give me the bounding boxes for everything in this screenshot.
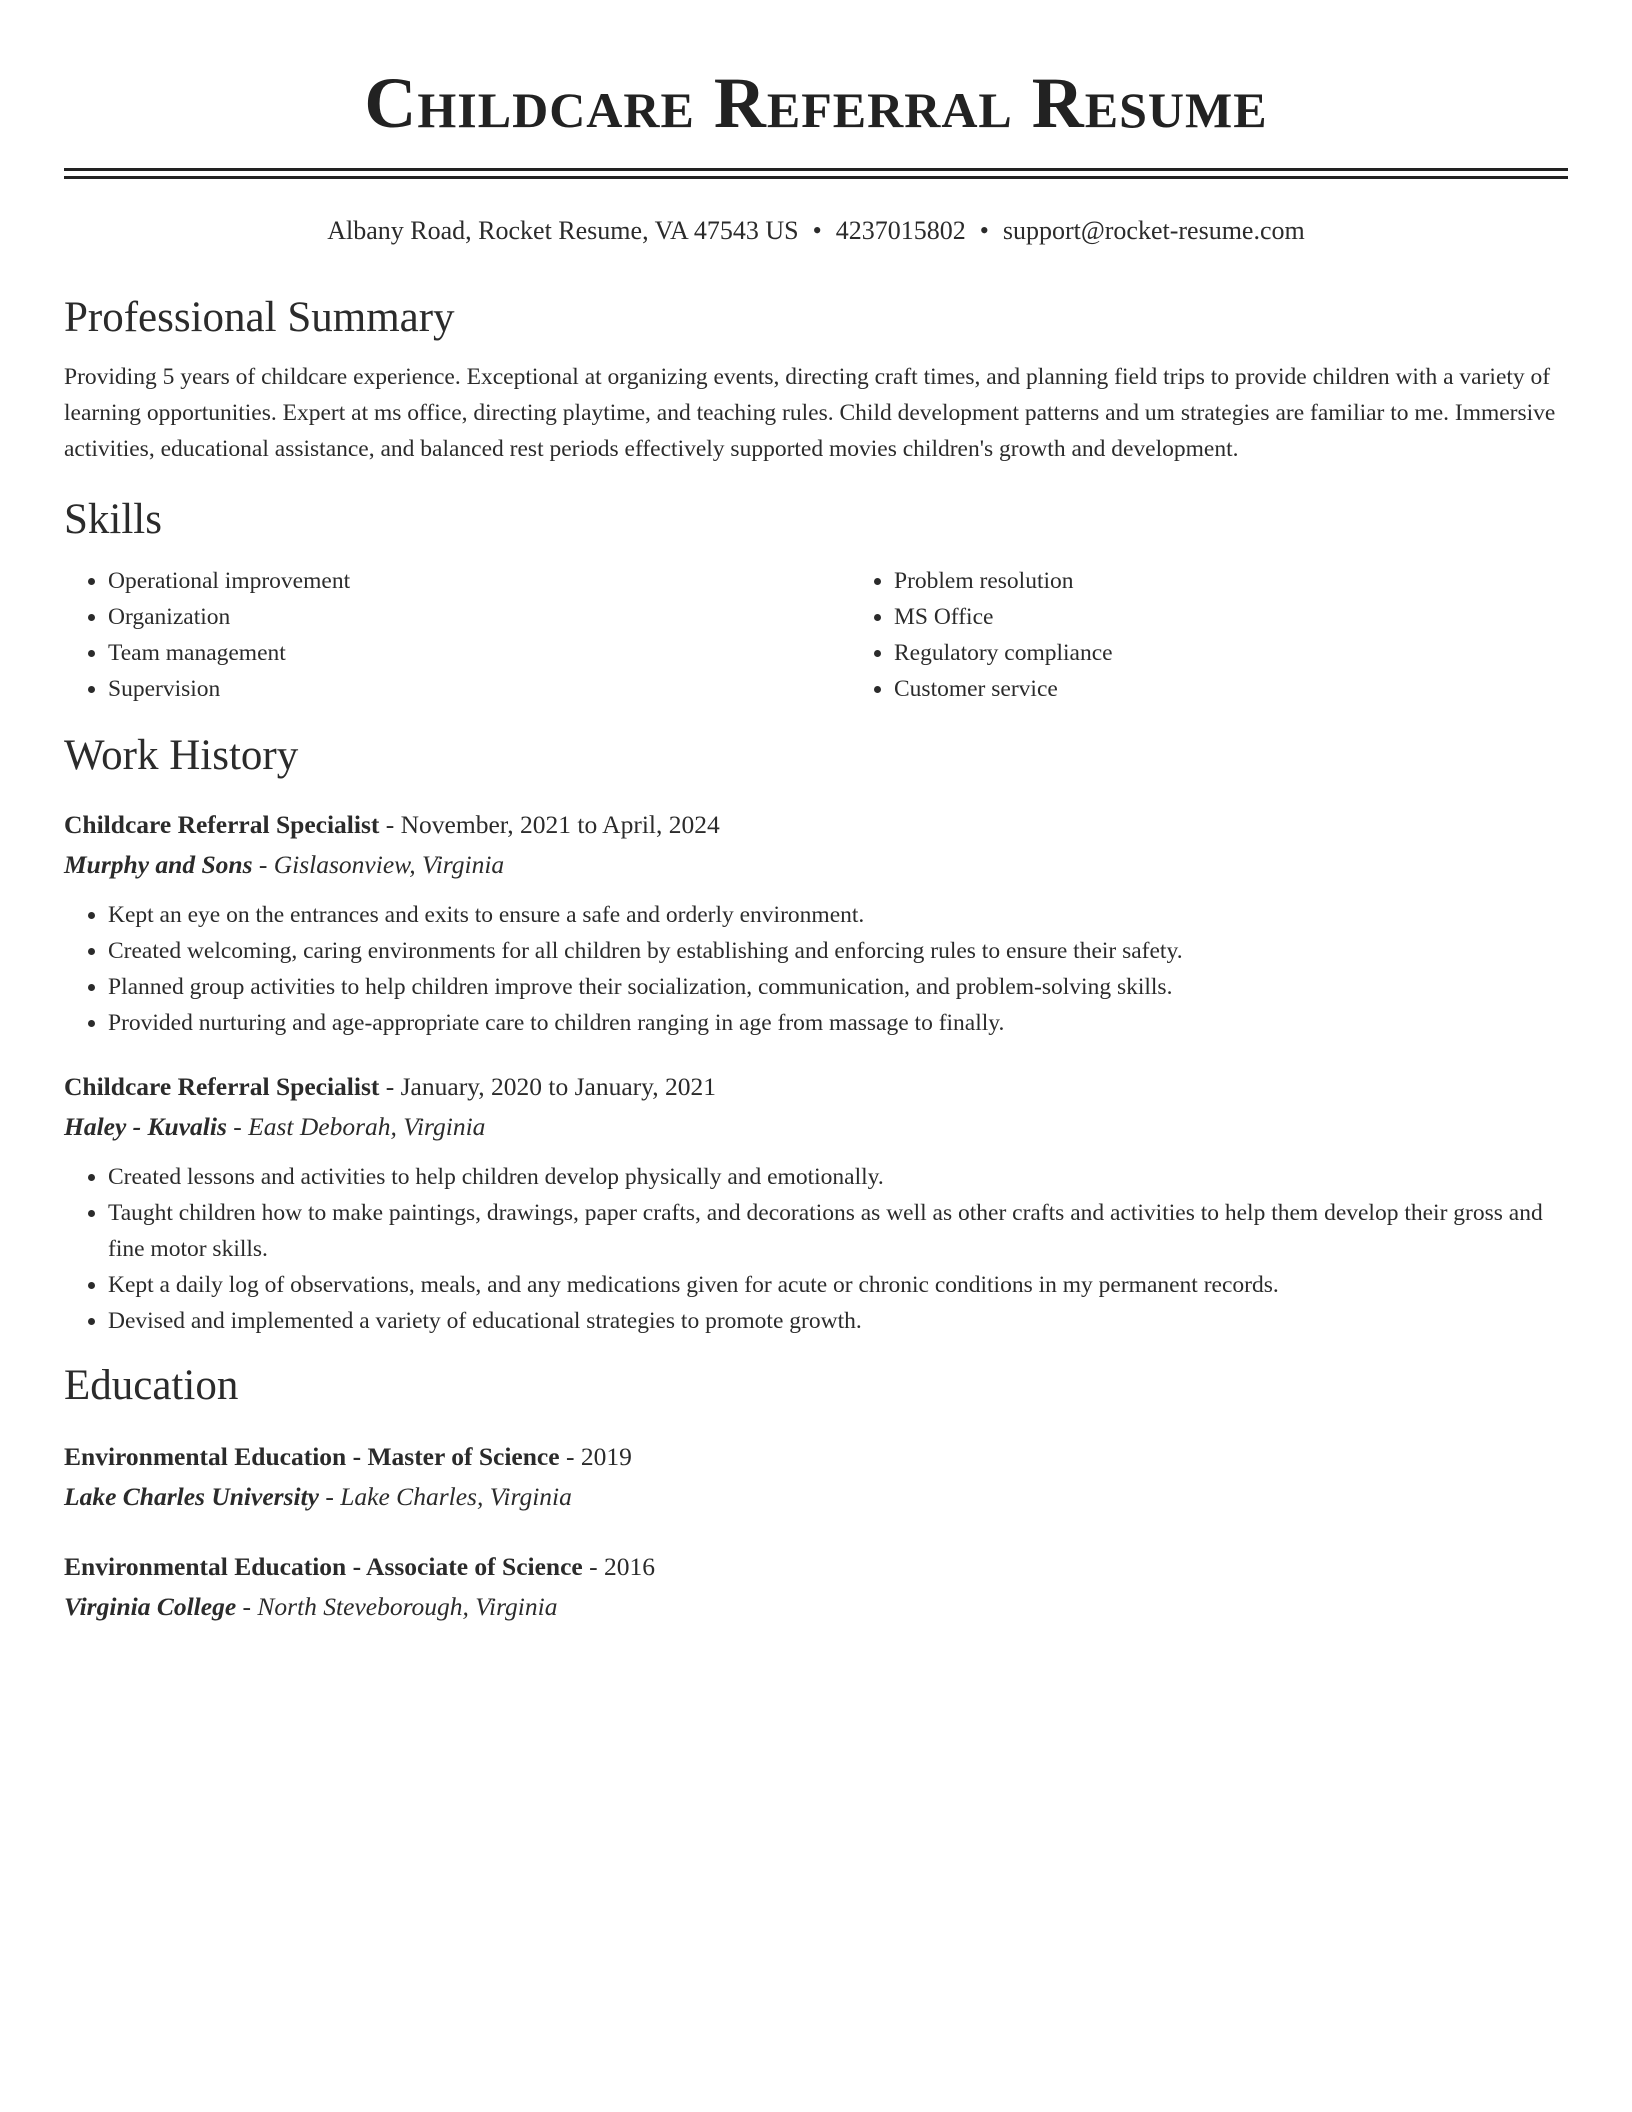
skills-list-right bbox=[850, 563, 1632, 707]
skills-columns bbox=[64, 563, 1568, 707]
contact-phone: 4237015802 bbox=[835, 216, 966, 245]
job-company: Murphy and Sons bbox=[64, 850, 253, 879]
job-title: Childcare Referral Specialist bbox=[64, 1072, 380, 1101]
job-bullet: • Planned group activities to help children improve their socialization, communication, and problem-solving skills. bbox=[108, 969, 1568, 1005]
job-company: Haley - Kuvalis bbox=[64, 1112, 227, 1141]
skill-item: • Customer service bbox=[894, 671, 1632, 707]
education-entry bbox=[64, 1437, 1568, 1517]
job-dates: - January, 2020 to January, 2021 bbox=[379, 1072, 717, 1101]
education-school: Lake Charles University bbox=[64, 1482, 319, 1511]
skills-list-left bbox=[64, 563, 850, 707]
title-divider-top bbox=[64, 168, 1568, 171]
job-entry bbox=[64, 805, 1568, 1041]
job-bullets bbox=[64, 897, 1568, 1041]
job-company-line bbox=[64, 1107, 1568, 1147]
job-title-line bbox=[64, 805, 1568, 845]
education-school-line bbox=[64, 1477, 1568, 1517]
skill-item: • Organization bbox=[108, 599, 850, 635]
job-bullet: • Kept a daily log of observations, meals, and any medications given for acute or chronic conditions in my permanent records. bbox=[108, 1267, 1568, 1303]
education-location: - North Steveborough, Virginia bbox=[236, 1592, 558, 1621]
resume-title: Childcare Referral Resume bbox=[364, 63, 1268, 143]
education-year: - 2019 bbox=[559, 1442, 632, 1471]
contact-email: support@rocket-resume.com bbox=[1002, 216, 1305, 245]
education-school-line bbox=[64, 1587, 1568, 1627]
job-entry bbox=[64, 1067, 1568, 1339]
job-location: - East Deborah, Virginia bbox=[226, 1112, 486, 1141]
summary-text: Providing 5 years of childcare experience. Exceptional at organizing events, directing craft times, and planning field trips to provide children with a variety of learning opportunities. Expert at ms office, directing playtime, and teaching rules. Child development patterns and um strategies are familiar to me. Immersive activities, educational assistance, and balanced rest periods effectively supported movies children's growth and development. bbox=[64, 364, 1556, 462]
job-title: Childcare Referral Specialist bbox=[64, 810, 380, 839]
education-degree-line bbox=[64, 1547, 1568, 1587]
education-school: Virginia College bbox=[64, 1592, 237, 1621]
education-location: - Lake Charles, Virginia bbox=[319, 1482, 572, 1511]
skill-item: • Supervision bbox=[108, 671, 850, 707]
contact-separator: • bbox=[979, 216, 989, 245]
job-bullet: • Devised and implemented a variety of educational strategies to promote growth. bbox=[108, 1303, 1568, 1339]
skill-item: • Team management bbox=[108, 635, 850, 671]
job-bullet: • Created lessons and activities to help children develop physically and emotionally. bbox=[108, 1159, 1568, 1195]
skills-heading: Skills bbox=[64, 496, 162, 543]
job-location: - Gislasonview, Virginia bbox=[252, 850, 505, 879]
education-degree: Environmental Education - Master of Science bbox=[64, 1442, 560, 1471]
job-title-line bbox=[64, 1067, 1568, 1107]
skill-item: • MS Office bbox=[894, 599, 1632, 635]
skill-item: • Problem resolution bbox=[894, 563, 1632, 599]
skill-item: • Operational improvement bbox=[108, 563, 850, 599]
education-degree: Environmental Education - Associate of Science bbox=[64, 1552, 583, 1581]
contact-line bbox=[64, 215, 1568, 247]
title-divider-bottom bbox=[64, 176, 1568, 179]
education-year: - 2016 bbox=[582, 1552, 655, 1581]
education-entry bbox=[64, 1547, 1568, 1627]
job-bullet: • Kept an eye on the entrances and exits to ensure a safe and orderly environment. bbox=[108, 897, 1568, 933]
contact-separator: • bbox=[812, 216, 822, 245]
summary-heading: Professional Summary bbox=[64, 294, 455, 341]
education-degree-line bbox=[64, 1437, 1568, 1477]
job-bullet: • Provided nurturing and age-appropriate care to children ranging in age from massage to finally. bbox=[108, 1005, 1568, 1041]
job-company-line bbox=[64, 845, 1568, 885]
job-bullets bbox=[64, 1159, 1568, 1339]
job-bullet: • Created welcoming, caring environments for all children by establishing and enforcing rules to ensure their safety. bbox=[108, 933, 1568, 969]
contact-address: Albany Road, Rocket Resume, VA 47543 US bbox=[327, 216, 799, 245]
skill-item: • Regulatory compliance bbox=[894, 635, 1632, 671]
job-bullet: • Taught children how to make paintings, drawings, paper crafts, and decorations as well as other crafts and activities to help them develop their gross and fine motor skills. bbox=[108, 1195, 1568, 1267]
education-heading: Education bbox=[64, 1362, 239, 1409]
work-history-heading: Work History bbox=[64, 732, 299, 779]
job-dates: - November, 2021 to April, 2024 bbox=[379, 810, 720, 839]
